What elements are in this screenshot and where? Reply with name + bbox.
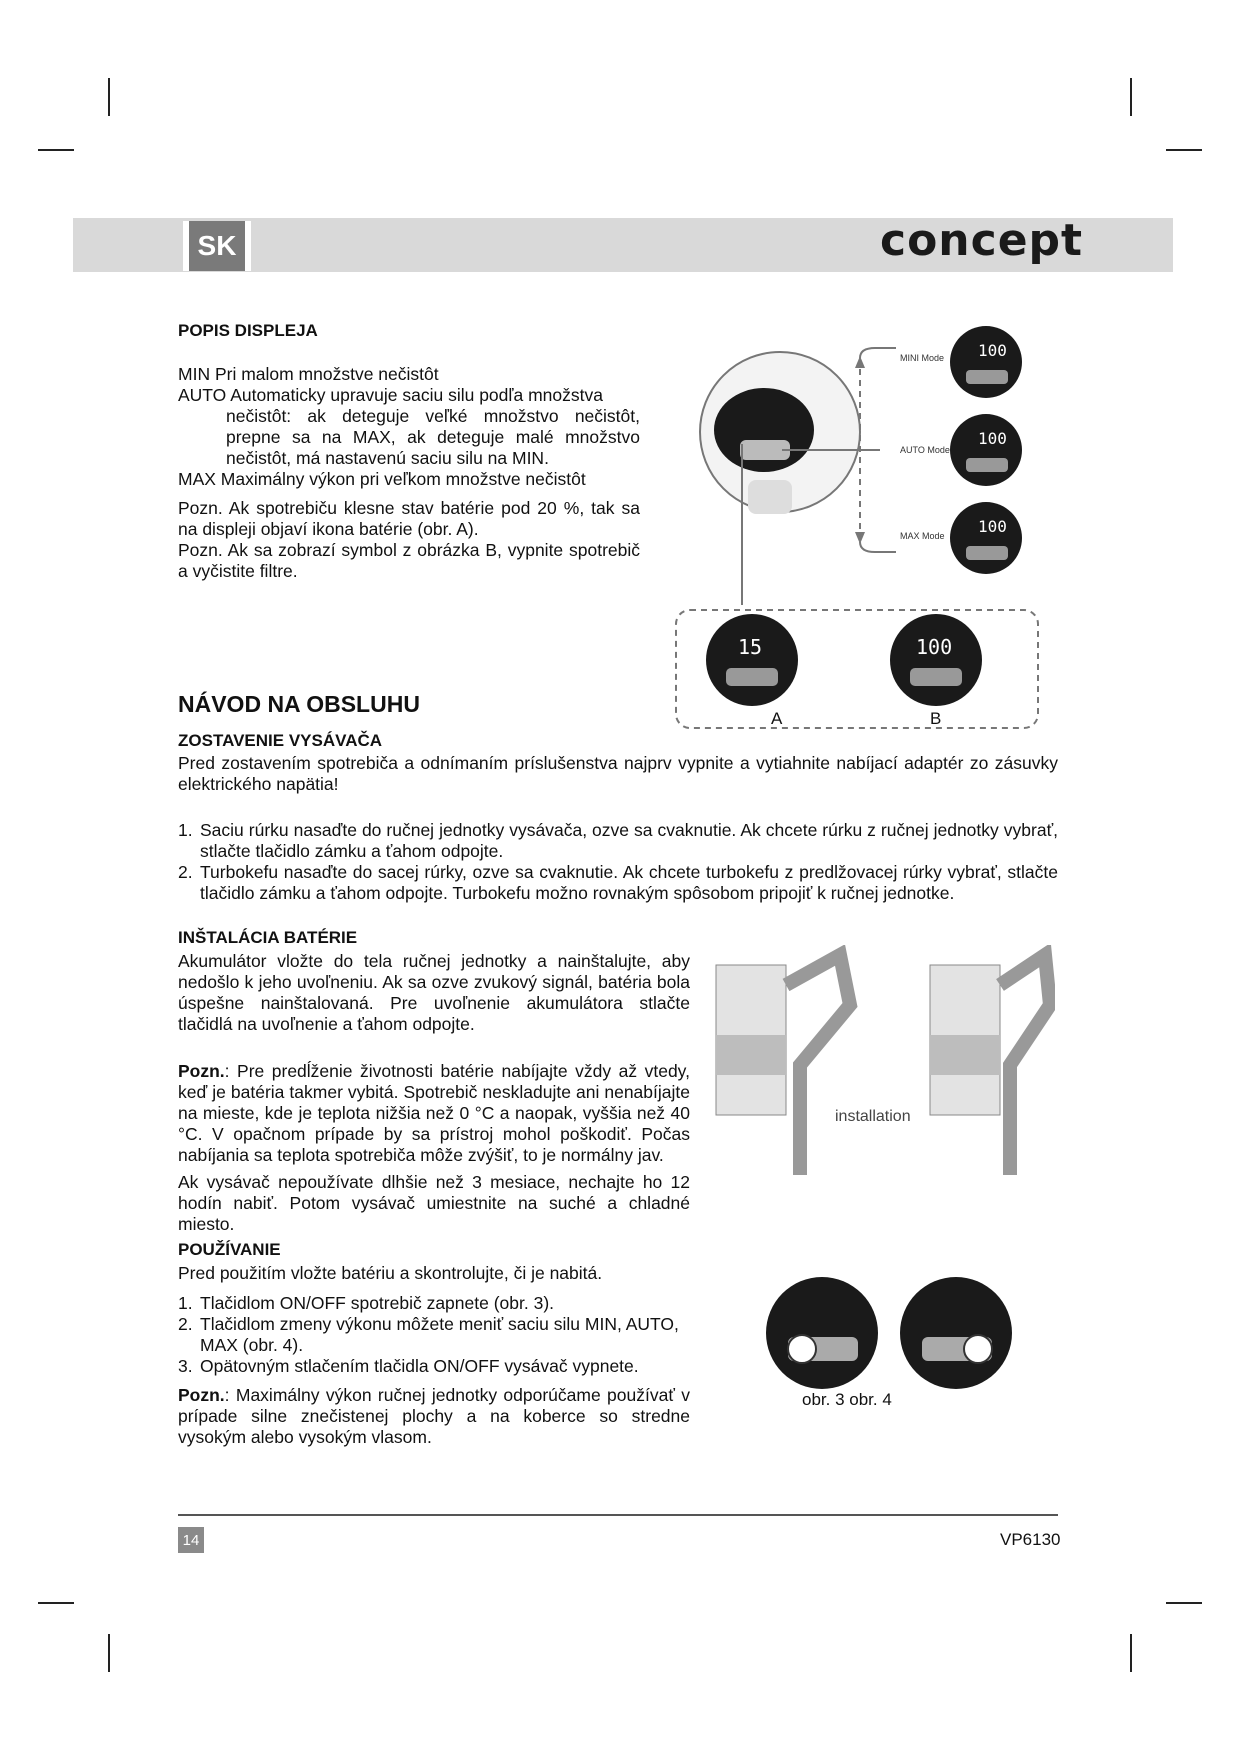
mini-mode-readout: 100 — [978, 341, 1007, 360]
usage-note: Pozn.: Maximálny výkon ručnej jednotky odporúčame používať v prípade silne znečistenej plochy a na koberce so stredne vysokým alebo vysokým vlasom. — [178, 1385, 690, 1447]
max-description: MAX Maximálny výkon pri veľkom množstve nečistôt — [178, 469, 586, 489]
screen-b-readout: 100 — [916, 635, 953, 659]
list-item: 3. Opätovným stlačením tlačidla ON/OFF vysávač vypnete. — [178, 1356, 639, 1376]
device-handle — [748, 480, 792, 514]
battery-note: Pozn. Ak spotrebiču klesne stav batérie pod 20 %, tak sa na displeji objaví ikona batérie (obr. A). — [178, 498, 640, 539]
auto-mode-screen — [950, 414, 1022, 486]
crop-mark — [1130, 78, 1132, 116]
list-item: 1. Saciu rúrku nasaďte do ručnej jednotky vysávača, ozve sa cvaknutie. Ak chcete rúrku z ručnej jednotky vybrať, stlačte tlačidlo zámku a ťahom odpojte. — [178, 820, 1058, 861]
display-section-title: POPIS DISPLEJA — [178, 321, 318, 340]
list-item: 2. Turbokefu nasaďte do sacej rúrky, ozve sa cvaknutie. Ak chcete turbokefu z predlžovacej rúrky vybrať, stlačte tlačidlo zámku a ťahom odpojte. Turbokefu možno rovnakým spôsobom pripojiť k ručnej jednotke. — [178, 862, 1058, 903]
usage-steps — [178, 1293, 690, 1377]
brand-logo: concept — [880, 215, 1084, 266]
battery-title: INŠTALÁCIA BATÉRIE — [178, 928, 358, 947]
crop-mark — [38, 149, 74, 151]
screen-b — [890, 614, 982, 706]
list-item: 2. Tlačidlom zmeny výkonu môžete meniť saciu silu MIN, AUTO, MAX (obr. 4). — [178, 1314, 679, 1355]
max-mode-screen — [950, 502, 1022, 574]
assembly-intro: Pred zostavením spotrebiča a odnímaním príslušenstva najprv vypnite a vytiahnite nabíjací adaptér zo zásuvky elektrického napätia! — [178, 753, 1058, 794]
operation-title: NÁVOD NA OBSLUHU — [178, 691, 420, 717]
crop-mark — [1130, 1634, 1132, 1672]
display-description — [178, 364, 640, 582]
assembly-steps — [178, 820, 1058, 904]
max-mode-readout: 100 — [978, 517, 1007, 536]
language-badge: SK — [183, 221, 251, 271]
usage-title: POUŽÍVANIE — [178, 1240, 281, 1259]
auto-mode-readout: 100 — [978, 429, 1007, 448]
page-number: 14 — [178, 1527, 204, 1553]
battery-storage: Ak vysávač nepoužívate dlhšie než 3 mesiace, nechajte ho 12 hodín nabiť. Potom vysávač umiestnite na suché a chladné miesto. — [178, 1172, 690, 1234]
finger-icon — [964, 1335, 992, 1363]
obr-4-device — [900, 1277, 1012, 1389]
crop-mark — [108, 1634, 110, 1672]
model-number: VP6130 — [1000, 1530, 1061, 1549]
battery-text: Akumulátor vložte do tela ručnej jednotky a nainštalujte, aby nedošlo k jeho uvoľneniu. Ak sa ozve zvukový signál, batéria bola úspešne nainštalovaná. Pre uvoľnenie akumulátora stlačte tlačidlá na uvoľnenie a ťahom odpojte. — [178, 951, 690, 1034]
crop-mark — [108, 78, 110, 116]
max-mode-label: MAX Mode — [900, 531, 945, 541]
min-description: MIN Pri malom množstve nečistôt — [178, 364, 439, 384]
footer-divider — [178, 1514, 1058, 1516]
screen-a-readout: 15 — [738, 635, 763, 659]
crop-mark — [1166, 1602, 1202, 1604]
assembly-title: ZOSTAVENIE VYSÁVAČA — [178, 731, 383, 750]
auto-description-rest: nečistôt: ak deteguje veľké množstvo nečistôt, prepne sa na MAX, ak deteguje malé množstvo nečistôt, má nastavenú saciu silu na MIN. — [226, 406, 640, 468]
list-item: 1. Tlačidlom ON/OFF spotrebič zapnete (obr. 3). — [178, 1293, 555, 1313]
label-a: A — [771, 709, 783, 728]
auto-description-first: AUTO Automaticky upravuje saciu silu podľa množstva — [178, 385, 603, 405]
battery-note: Pozn.: Pre predĺženie životnosti batérie nabíjajte vždy až vtedy, keď je batéria takmer vybitá. Spotrebič neskladujte ani nenabíjajte na mieste, kde je teplota nižšia než 0 °C a naopak, vyššia než 40 °C. V opačnom prípade by sa prístroj mohol poškodiť. Počas nabíjania sa teplota spotrebiča môže zvýšiť, to je normálny jav. — [178, 1061, 690, 1165]
installation-figure — [710, 945, 1055, 1175]
buttons-figure — [760, 1275, 1030, 1415]
filter-note: Pozn. Ak sa zobrazí symbol z obrázka B, vypnite spotrebič a vyčistite filtre. — [178, 540, 640, 581]
auto-mode-label: AUTO Mode — [900, 445, 950, 455]
crop-mark — [38, 1602, 74, 1604]
screen-a — [706, 614, 798, 706]
obr-3-device — [766, 1277, 878, 1389]
installation-label: installation — [835, 1108, 911, 1125]
mini-mode-label: MINI Mode — [900, 353, 945, 363]
mini-mode-screen — [950, 326, 1022, 398]
finger-icon — [788, 1335, 816, 1363]
label-b: B — [930, 709, 942, 728]
buttons-figure-caption: obr. 3 obr. 4 — [802, 1390, 892, 1409]
usage-intro: Pred použitím vložte batériu a skontrolujte, či je nabitá. — [178, 1263, 603, 1283]
crop-mark — [1166, 149, 1202, 151]
display-modes-figure — [660, 320, 1060, 735]
